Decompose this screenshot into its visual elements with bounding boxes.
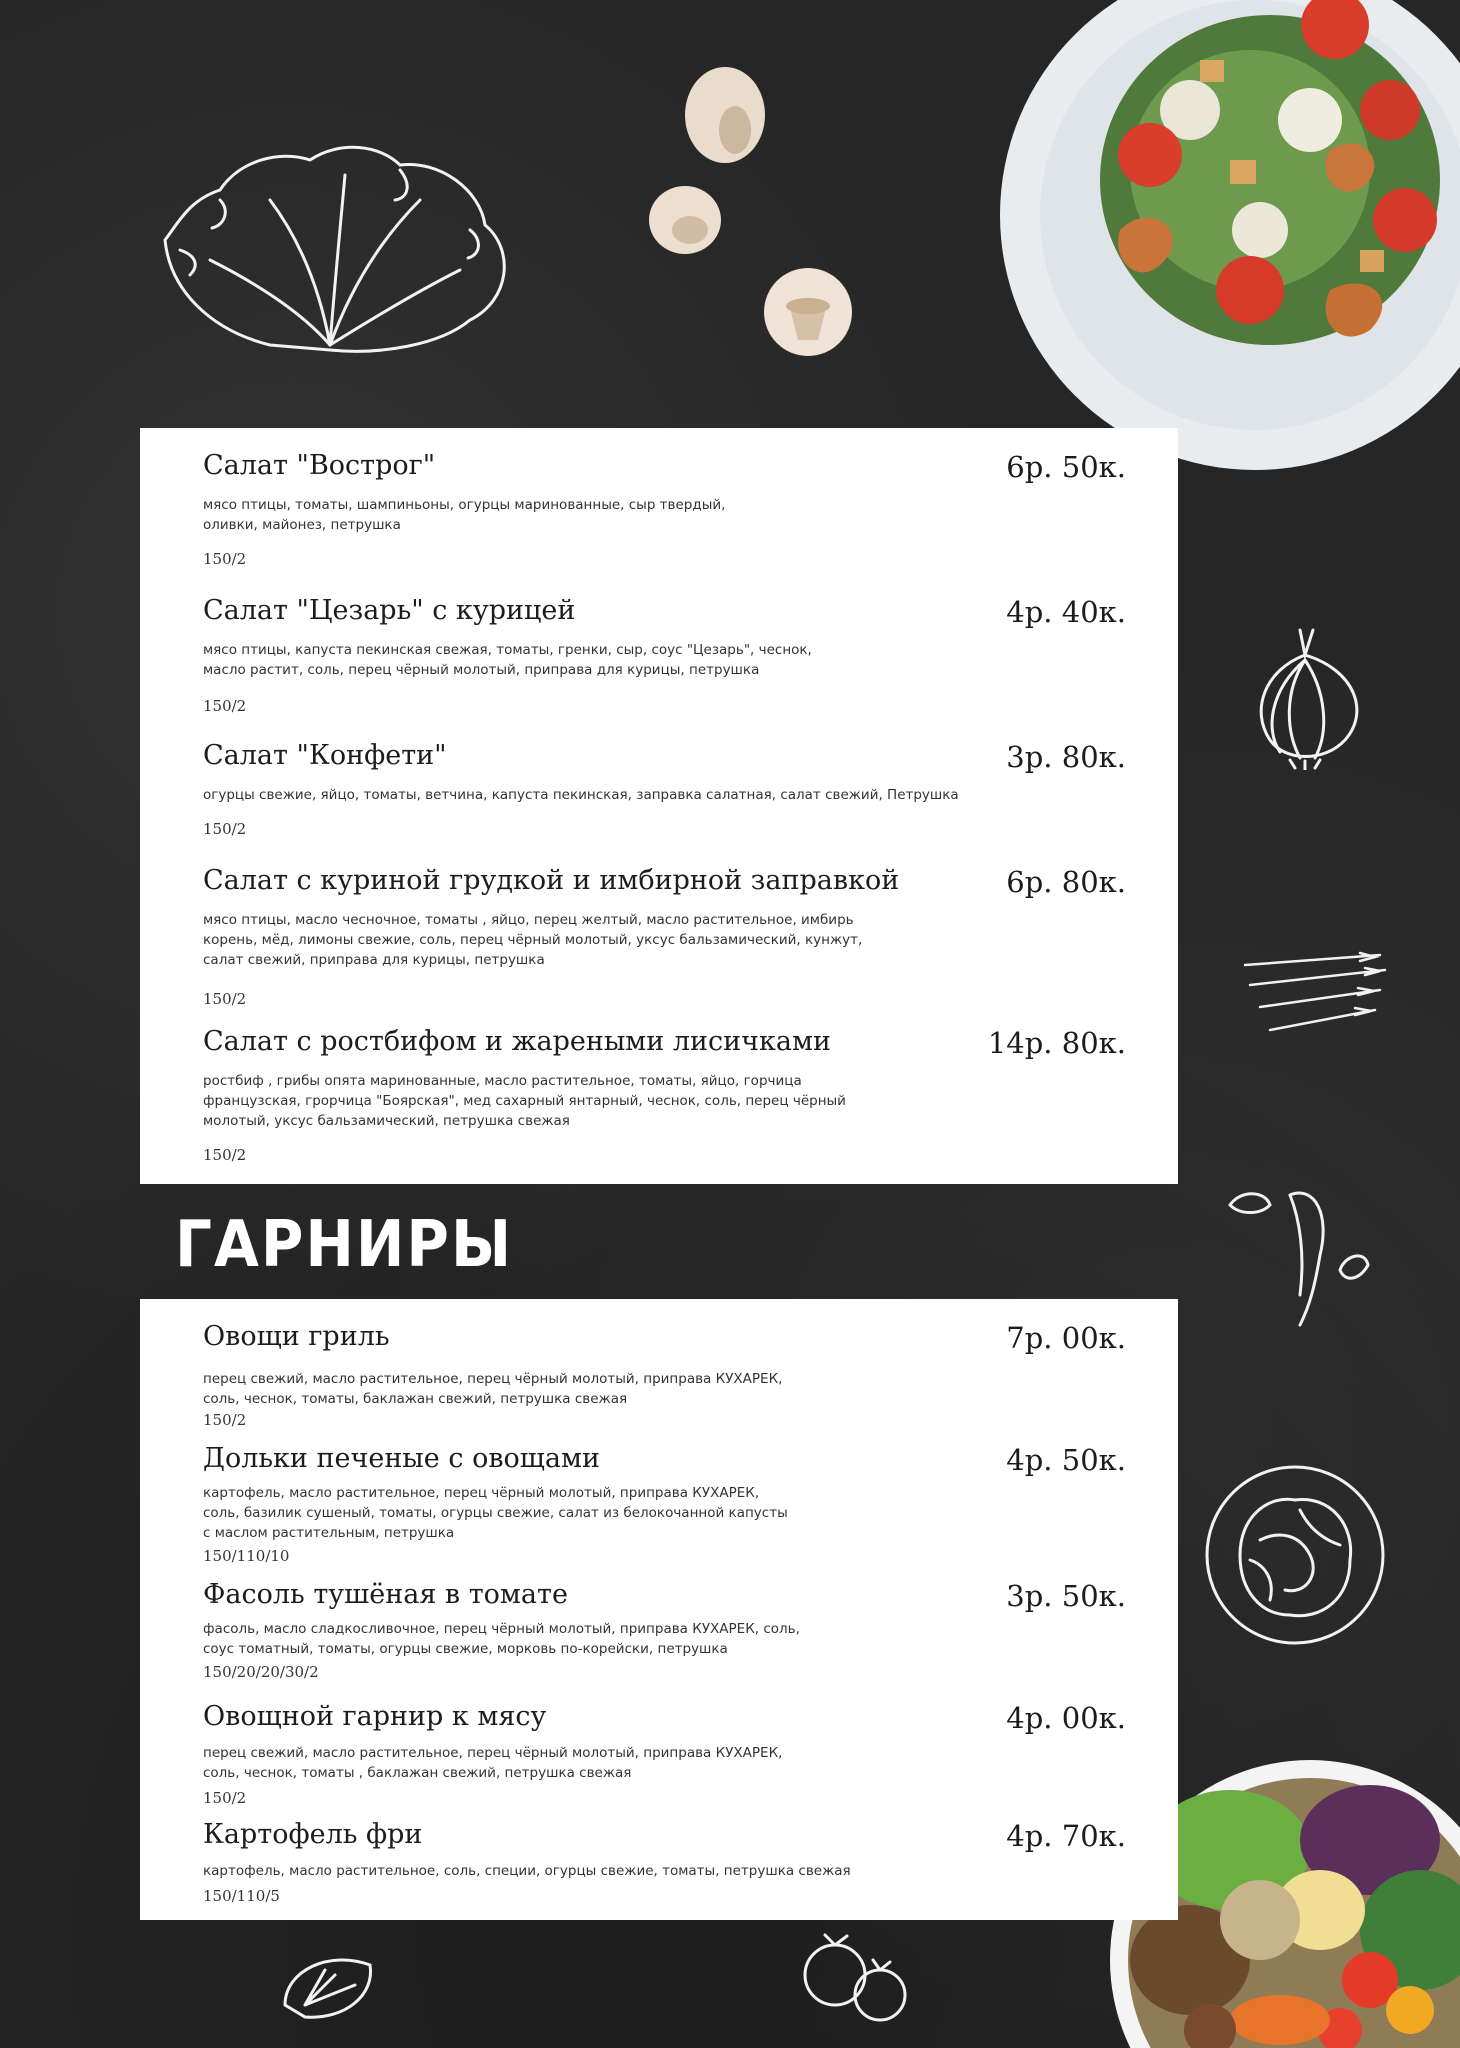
chili-pepper-sketch-icon bbox=[1220, 1175, 1380, 1335]
item-description: мясо птицы, томаты, шампиньоны, огурцы маринованные, сыр твердый, оливки, майонез, петрушка bbox=[203, 497, 726, 533]
item-name: Дольки печеные с овощами bbox=[203, 1443, 600, 1474]
item-weight: 150/2 bbox=[203, 550, 247, 568]
item-name: Салат с ростбифом и жареными лисичками bbox=[203, 1026, 831, 1057]
item-weight: 150/2 bbox=[203, 820, 247, 838]
salads-menu-card bbox=[140, 428, 1178, 1184]
item-description: огурцы свежие, яйцо, томаты, ветчина, капуста пекинская, заправка салатная, салат свежий, Петрушка bbox=[203, 787, 959, 803]
lettuce-sketch-icon bbox=[150, 130, 530, 360]
item-name: Салат "Цезарь" с курицей bbox=[203, 595, 576, 626]
item-price: 3р. 80к. bbox=[1006, 740, 1126, 774]
item-description: перец свежий, масло растительное, перец чёрный молотый, приправа КУХАРЕК, соль, чеснок, томаты , баклажан свежий, петрушка свежая bbox=[203, 1745, 783, 1781]
item-price: 14р. 80к. bbox=[987, 1026, 1126, 1060]
item-price: 4р. 00к. bbox=[1006, 1701, 1126, 1735]
item-name: Салат с куриной грудкой и имбирной заправкой bbox=[203, 865, 900, 896]
item-description: картофель, масло растительное, соль, специи, огурцы свежие, томаты, петрушка свежая bbox=[203, 1863, 851, 1879]
item-name: Картофель фри bbox=[203, 1819, 423, 1850]
item-weight: 150/110/10 bbox=[203, 1547, 290, 1565]
item-description: мясо птицы, капуста пекинская свежая, томаты, гренки, сыр, соус "Цезарь", чеснок, масло растит, соль, перец чёрный молотый, приправа для курицы, петрушка bbox=[203, 642, 812, 678]
item-description: ростбиф , грибы опята маринованные, масло растительное, томаты, яйцо, горчица французская, грорчица "Боярская", мед сахарный янтарный, чеснок, соль, перец чёрный молотый, уксус бальзамический, петрушка свежая bbox=[203, 1073, 846, 1129]
item-weight: 150/2 bbox=[203, 1146, 247, 1164]
caesar-salad-plate-image-icon bbox=[1000, 0, 1460, 470]
section-title-garnishes: ГАРНИРЫ bbox=[175, 1206, 514, 1282]
item-description: картофель, масло растительное, перец чёрный молотый, приправа КУХАРЕК, соль, базилик сушеный, томаты, огурцы свежие, салат из белокочанной капусты с маслом растительным, петрушка bbox=[203, 1485, 788, 1541]
item-weight: 150/110/5 bbox=[203, 1887, 280, 1905]
item-name: Салат "Вострог" bbox=[203, 450, 436, 481]
onion-sketch-icon bbox=[1245, 620, 1375, 770]
item-name: Салат "Конфети" bbox=[203, 740, 447, 771]
item-weight: 150/20/20/30/2 bbox=[203, 1663, 319, 1681]
item-price: 7р. 00к. bbox=[1006, 1321, 1126, 1355]
sides-menu-card bbox=[140, 1299, 1178, 1920]
item-weight: 150/2 bbox=[203, 1789, 247, 1807]
cabbage-plate-sketch-icon bbox=[1200, 1460, 1390, 1650]
item-name: Фасоль тушёная в томате bbox=[203, 1579, 568, 1610]
item-weight: 150/2 bbox=[203, 697, 247, 715]
item-weight: 150/2 bbox=[203, 990, 247, 1008]
item-price: 4р. 50к. bbox=[1006, 1443, 1126, 1477]
item-price: 3р. 50к. bbox=[1006, 1579, 1126, 1613]
mushrooms-image-icon bbox=[640, 60, 870, 370]
item-description: мясо птицы, масло чесночное, томаты , яйцо, перец желтый, масло растительное, имбирь корень, мёд, лимоны свежие, соль, перец чёрный молотый, уксус бальзамический, кунжут, салат свежий, приправа для курицы, петрушка bbox=[203, 912, 863, 968]
lemon-slice-sketch-icon bbox=[275, 1945, 385, 2025]
item-description: перец свежий, масло растительное, перец чёрный молотый, приправа КУХАРЕК, соль, чеснок, томаты, баклажан свежий, петрушка свежая bbox=[203, 1371, 783, 1407]
item-name: Овощной гарнир к мясу bbox=[203, 1701, 547, 1732]
item-price: 6р. 80к. bbox=[1006, 865, 1126, 899]
cherry-tomatoes-sketch-icon bbox=[795, 1930, 915, 2030]
item-price: 6р. 50к. bbox=[1006, 450, 1126, 484]
item-price: 4р. 70к. bbox=[1006, 1819, 1126, 1853]
item-weight: 150/2 bbox=[203, 1411, 247, 1429]
item-price: 4р. 40к. bbox=[1006, 595, 1126, 629]
asparagus-sketch-icon bbox=[1240, 945, 1390, 1045]
item-name: Овощи гриль bbox=[203, 1321, 390, 1352]
item-description: фасоль, масло сладкосливочное, перец чёрный молотый, приправа КУХАРЕК, соль, соус томатный, томаты, огурцы свежие, морковь по-корейски, петрушка bbox=[203, 1621, 800, 1657]
